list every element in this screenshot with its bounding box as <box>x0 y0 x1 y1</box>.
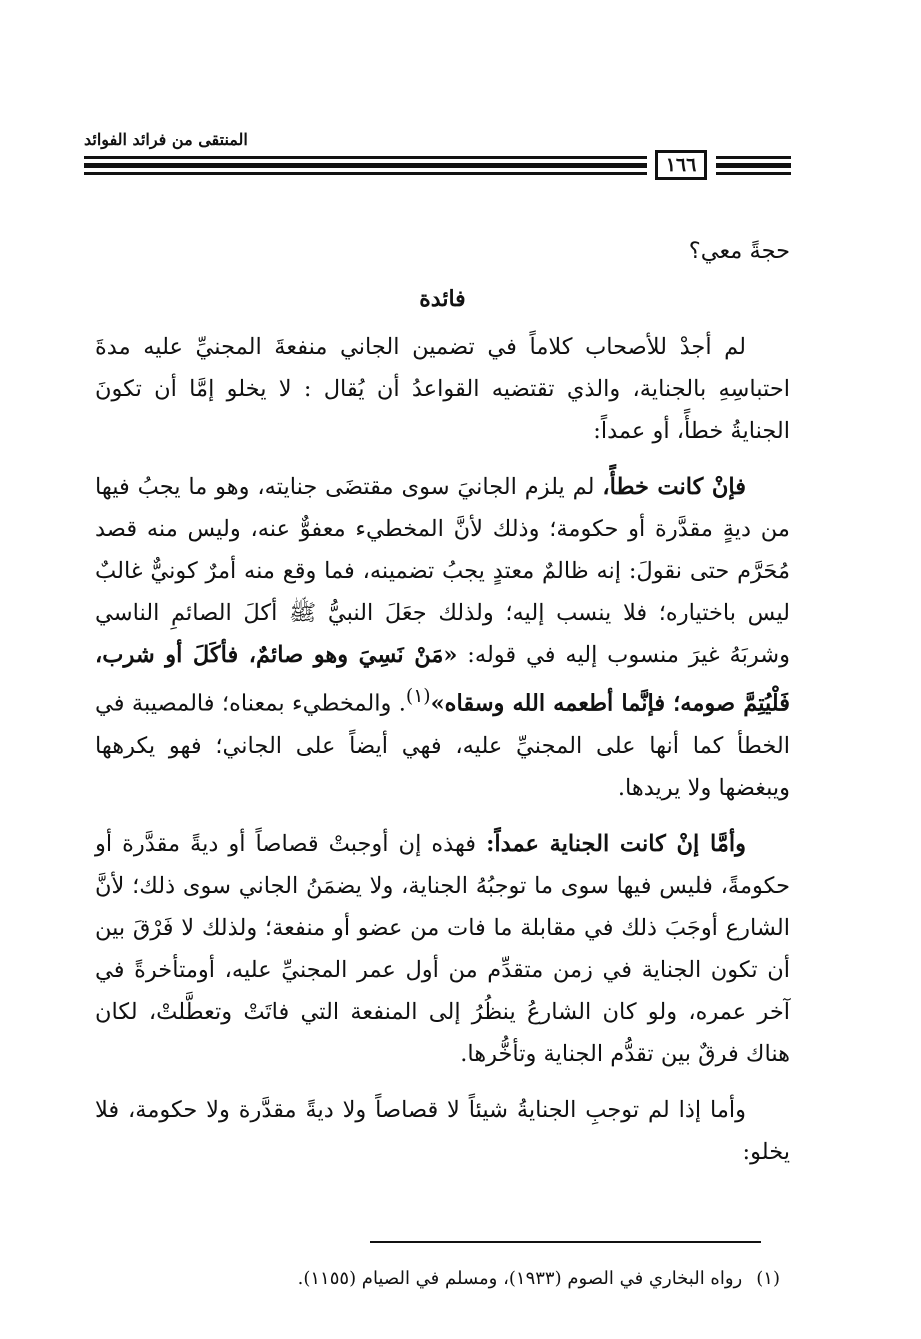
paragraph-2-text-a: لم يلزم الجانيَ سوى مقتضَى جنايته، وهو ما يجبُ فيها من ديةٍ مقدَّرة أو حكومة؛ وذلك لأنَّ المخطيء معفوٌّ عنه، وليس منه قصد مُحَرَّم حتى نقولَ: إنه ظالمٌ معتدٍ يجبُ تضمينه، فما وقع منه أمرٌ كونيٌّ غالبٌ ليس باختياره؛ فلا ينسب إليه؛ ولذلك جعَلَ النبيُّ ﷺ أكلَ الصائمِ الناسي وشربَهُ غيرَ منسوب إليه في قوله: <box>95 474 790 668</box>
footnote-rule <box>370 1241 761 1243</box>
footnote-text: رواه البخاري في الصوم (١٩٣٣)، ومسلم في الصيام (١١٥٥). <box>297 1268 743 1289</box>
header-rule-left-top <box>84 156 647 159</box>
paragraph-2-lead: فإنْ كانت خطأً، <box>602 474 746 500</box>
section-heading: فائدة <box>419 286 466 312</box>
header-rule-left-middle <box>84 163 647 168</box>
footnote <box>220 1268 780 1289</box>
hadith-quote: «مَنْ نَسِيَ وهو صائمٌ، فأكَلَ أو شرب، فَلْيُتِمَّ صومه؛ فإنَّما أطعمه الله وسقاه» <box>95 642 790 717</box>
header-rule-right-bottom <box>716 172 791 175</box>
header-rule-right-top <box>716 156 791 159</box>
paragraph-4: وأما إذا لم توجبِ الجنايةُ شيئاً لا قصاصاً ولا ديةً مقدَّرة ولا حكومة، فلا يخلو: <box>95 1096 790 1165</box>
running-title: المنتقى من فرائد الفوائد <box>84 130 248 149</box>
paragraph-3 <box>95 823 790 1075</box>
paragraph-3-lead: وأمَّا إنْ كانت الجناية عمداً: <box>486 830 746 857</box>
paragraph-2-text-b: . والمخطيء بمعناه؛ فالمصيبة في الخطأ كما أنها على المجنيِّ عليه، فهي أيضاً على الجاني؛ فهو يكرهها ويبغضها ولا يريدها. <box>95 690 790 801</box>
header-rule-left-bottom <box>84 172 647 175</box>
footnote-reference: (١) <box>405 686 431 707</box>
paragraph-3-text: فهذه إن أوجبتْ قصاصاً أو ديةً مقدَّرة أو حكومةً، فليس فيها سوى ما توجبُهُ الجناية، ولا يضمَنُ الجاني سوى ذلك؛ لأنَّ الشارع أوجَبَ ذلك في مقابلة ما فات من عضو أو منفعة؛ ولذلك لا فَرْقَ بين أن تكون الجناية في زمن متقدِّم من أول عمر المجنيِّ عليه، أومتأخرةً في آخر عمره، ولو كان الشارعُ ينظُرُ إلى المنفعة التي فاتَتْ وتعطَّلتْ، لكان هناك فرقٌ بين تقدُّم الجناية وتأخُّرها. <box>95 830 790 1067</box>
header-rule-right-middle <box>716 163 791 168</box>
paragraph-2 <box>95 466 790 809</box>
body-text <box>95 230 790 1173</box>
footnote-marker: (١) <box>756 1268 780 1289</box>
page-number: ١٦٦ <box>655 150 707 180</box>
paragraph-1: لم أجدْ للأصحاب كلاماً في تضمين الجاني منفعةَ المجنيِّ عليه مدةَ احتباسِهِ بالجناية، والذي تقتضيه القواعدُ أن يُقال : لا يخلو إمَّا أن تكونَ الجنايةُ خطأً، أو عمداً: <box>95 334 790 444</box>
continuation-line: حجةً معي؟ <box>688 238 790 264</box>
